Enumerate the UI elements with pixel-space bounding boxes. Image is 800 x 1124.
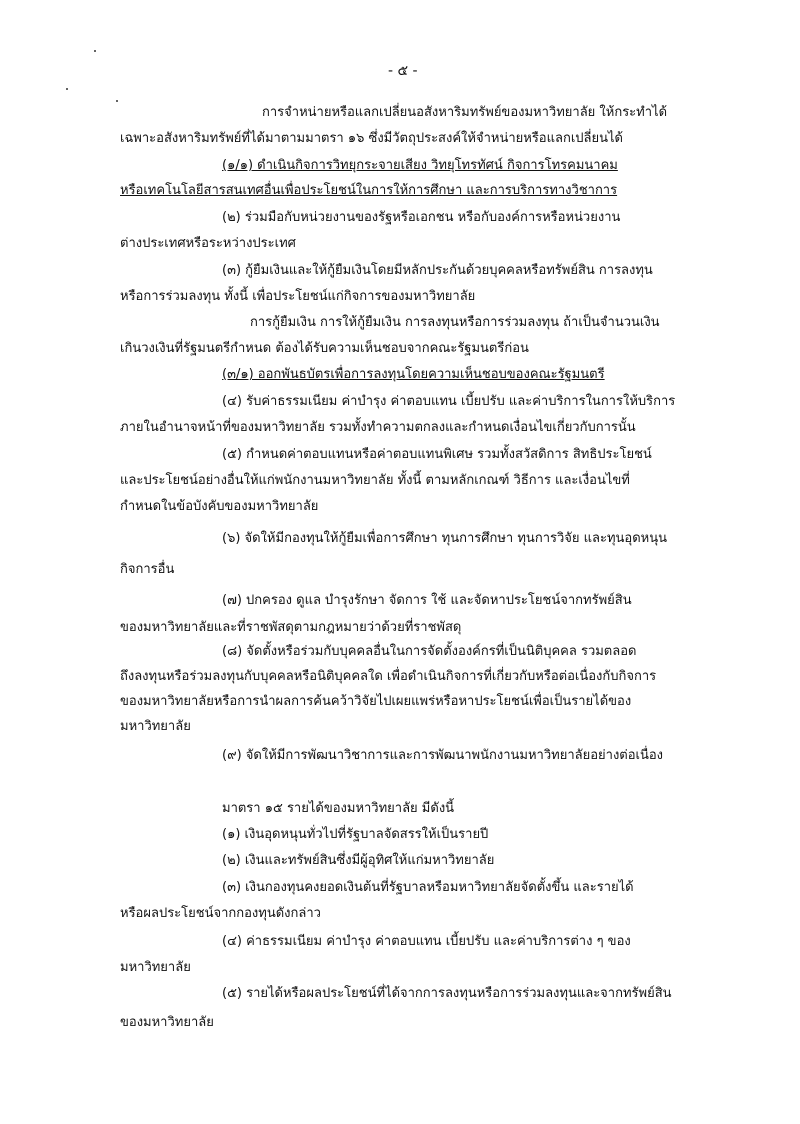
- text-line: มหาวิทยาลัย: [120, 719, 191, 734]
- scan-speck: [66, 88, 68, 90]
- text-line: (๔) รับค่าธรรมเนียม ค่าบำรุง ค่าตอบแทน เบี้ยปรับ และค่าบริการในการให้บริการ: [222, 394, 676, 409]
- text-line-underlined: หรือเทคโนโลยีสารสนเทศอื่นเพื่อประโยชน์ในการให้การศึกษา และการบริการทางวิชาการ: [120, 183, 618, 198]
- text-line: และประโยชน์อย่างอื่นให้แก่พนักงานมหาวิทยาลัย ทั้งนี้ ตามหลักเกณฑ์ วิธีการ และเงื่อนไขที่: [120, 473, 630, 488]
- text-line-underlined: (๑/๑) ดำเนินกิจการวิทยุกระจายเสียง วิทยุโทรทัศน์ กิจการโทรคมนาคม: [222, 158, 618, 173]
- text-line: (๘) จัดตั้งหรือร่วมกับบุคคลอื่นในการจัดตั้งองค์กรที่เป็นนิติบุคคล รวมตลอด: [222, 644, 637, 659]
- text-line: กำหนดในข้อบังคับของมหาวิทยาลัย: [120, 499, 319, 514]
- text-line: (๒) ร่วมมือกับหน่วยงานของรัฐหรือเอกชน หรือกับองค์การหรือหน่วยงาน: [222, 210, 621, 225]
- text-line: ของมหาวิทยาลัยหรือการนำผลการค้นคว้าวิจัยไปเผยแพร่หรือหาประโยชน์เพื่อเป็นรายได้ของ: [120, 694, 632, 709]
- scan-speck: [116, 100, 118, 102]
- text-line: (๓) กู้ยืมเงินและให้กู้ยืมเงินโดยมีหลักประกันด้วยบุคคลหรือทรัพย์สิน การลงทุน: [222, 263, 653, 278]
- text-line: (๔) ค่าธรรมเนียม ค่าบำรุง ค่าตอบแทน เบี้ยปรับ และค่าบริการต่าง ๆ ของ: [222, 934, 631, 949]
- text-line: (๑) เงินอุดหนุนทั่วไปที่รัฐบาลจัดสรรให้เป็นรายปี: [222, 827, 489, 842]
- text-line: (๖) จัดให้มีกองทุนให้กู้ยืมเพื่อการศึกษา ทุนการศึกษา ทุนการวิจัย และทุนอุดหนุน: [222, 531, 668, 546]
- text-line: ของมหาวิทยาลัยและที่ราชพัสดุตามกฎหมายว่าด้วยที่ราชพัสดุ: [120, 620, 462, 635]
- text-line: ภายในอำนาจหน้าที่ของมหาวิทยาลัย รวมทั้งทำความตกลงและกำหนดเงื่อนไขเกี่ยวกับการนั้น: [120, 420, 636, 435]
- text-line: เกินวงเงินที่รัฐมนตรีกำหนด ต้องได้รับความเห็นชอบจากคณะรัฐมนตรีก่อน: [120, 341, 529, 356]
- text-line: ถึงลงทุนหรือร่วมลงทุนกับบุคคลหรือนิติบุคคลใด เพื่อดำเนินกิจการที่เกี่ยวกับหรือต่อเนื่องกับกิจการ: [120, 669, 657, 684]
- text-line: การกู้ยืมเงิน การให้กู้ยืมเงิน การลงทุนหรือการร่วมลงทุน ถ้าเป็นจำนวนเงิน: [250, 315, 660, 330]
- text-line: หรือผลประโยชน์จากกองทุนดังกล่าว: [120, 906, 321, 921]
- text-line: มาตรา ๑๕ รายได้ของมหาวิทยาลัย มีดังนี้: [222, 801, 455, 816]
- text-line: ต่างประเทศหรือระหว่างประเทศ: [120, 236, 296, 251]
- text-line: (๓) เงินกองทุนคงยอดเงินต้นที่รัฐบาลหรือมหาวิทยาลัยจัดตั้งขึ้น และรายได้: [222, 880, 634, 895]
- text-line-underlined: (๓/๑) ออกพันธบัตรเพื่อการลงทุนโดยความเห็นชอบของคณะรัฐมนตรี: [222, 367, 605, 382]
- text-line: ของมหาวิทยาลัย: [120, 1015, 214, 1030]
- text-line: (๗) ปกครอง ดูแล บำรุงรักษา จัดการ ใช้ และจัดหาประโยชน์จากทรัพย์สิน: [222, 593, 632, 608]
- text-line: (๕) รายได้หรือผลประโยชน์ที่ได้จากการลงทุนหรือการร่วมลงทุนและจากทรัพย์สิน: [222, 986, 672, 1001]
- text-line: (๙) จัดให้มีการพัฒนาวิชาการและการพัฒนาพนักงานมหาวิทยาลัยอย่างต่อเนื่อง: [222, 748, 664, 763]
- scan-speck: [94, 50, 96, 52]
- page-number: - ๕ -: [388, 63, 418, 79]
- text-line: เฉพาะอสังหาริมทรัพย์ที่ได้มาตามมาตรา ๑๖ ซึ่งมีวัตถุประสงค์ให้จำหน่ายหรือแลกเปลี่ยนได้: [120, 131, 623, 146]
- text-line: หรือการร่วมลงทุน ทั้งนี้ เพื่อประโยชน์แก่กิจการของมหาวิทยาลัย: [120, 289, 476, 304]
- text-line: การจำหน่ายหรือแลกเปลี่ยนอสังหาริมทรัพย์ของมหาวิทยาลัย ให้กระทำได้: [262, 105, 668, 120]
- text-line: มหาวิทยาลัย: [120, 960, 191, 975]
- text-line: (๕) กำหนดค่าตอบแทนหรือค่าตอบแทนพิเศษ รวมทั้งสวัสดิการ สิทธิประโยชน์: [222, 447, 652, 462]
- text-line: (๒) เงินและทรัพย์สินซึ่งมีผู้อุทิศให้แก่มหาวิทยาลัย: [222, 853, 495, 868]
- text-line: กิจการอื่น: [120, 562, 175, 577]
